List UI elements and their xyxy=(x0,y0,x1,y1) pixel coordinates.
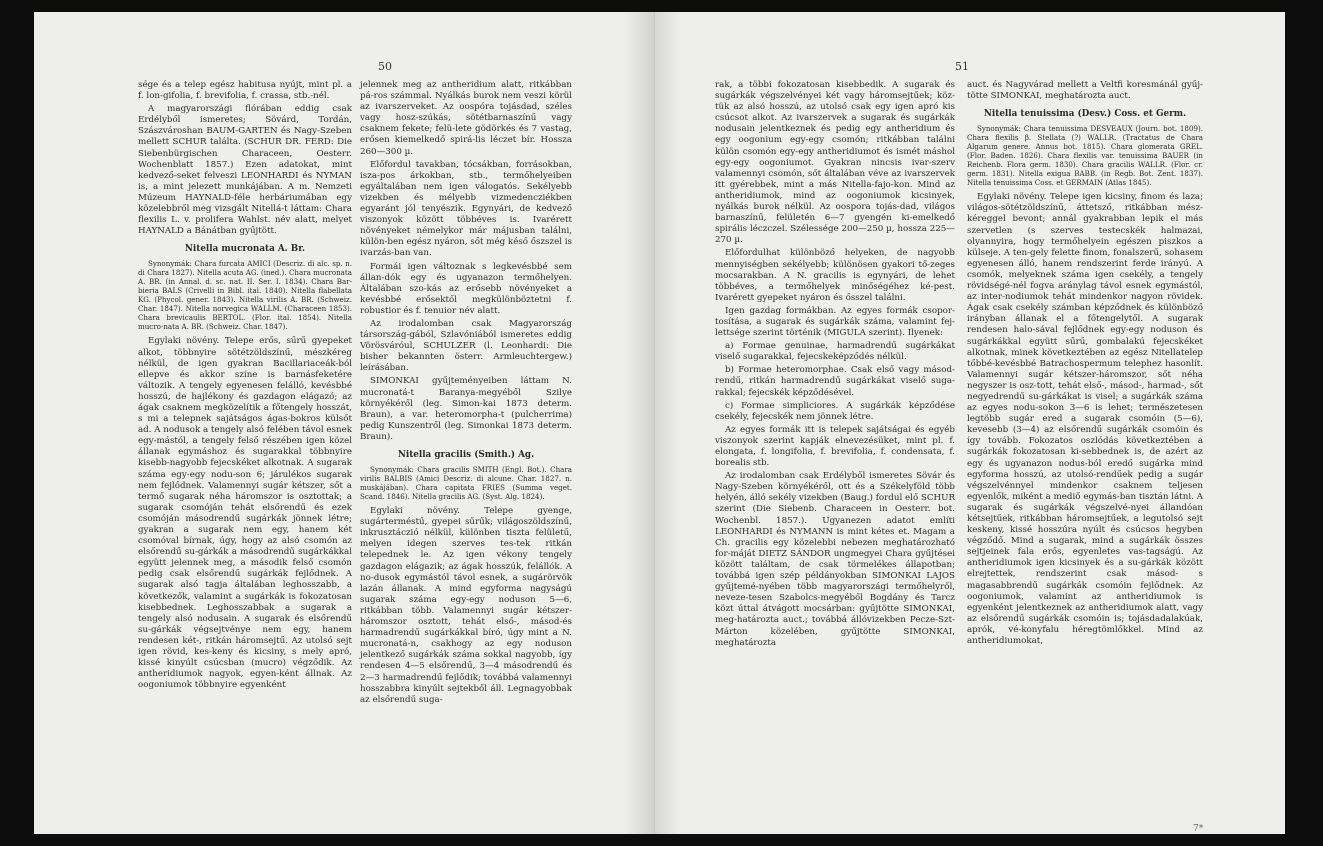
synonyms-block: Synonymák: Chara gracilis SMITH (Engl. Bot.). Chara virilis BALBIS (Amici Descriz. di alcune. Char. 1827. n. muskájában). Chara capitata FRIES (Summa veget. Scand. 1846). Nitella gracilis AG. (Syst. Alg. 1824). xyxy=(360,465,572,502)
synonyms-block: Synonymák: Chara tenuissima DESVEAUX (Journ. bot. 1809). Chara flexilis β. Stellata (?) WALLR. (Tractatus de Chara Algarum genere. Annus bot. 1815). Chara glomerata GREL. (Flor. Baden. 1826). Chara flexilis var. tenuissima BAUER (in Reichenb. Flora germ. 1830). Chara gracilis WALLR. (Flor. cr. germ. 1831). Nitella exigua BABB. (in Regb. Bot. Zent. 1837). Nitella tenuissima Coss. et GERMAIN (Atlas 1845). xyxy=(967,124,1203,188)
paragraph: Előfordul tavakban, tócsákban, forrásokban, isza-pos árkokban, stb., termőhelyeiben egyáltalában nem igen válogatós. Sekélyebb vizekben és mélyebb vizmedencziékben egyaránt jól tenyészik. Egynyári, de kedvező viszonyok között többéves is. Ivarérett növényeket némelykor már májusban találni, külön-ben egész nyáron, sőt még késő őszszel is ivarzás-ban van. xyxy=(360,159,572,259)
signature-mark: 7* xyxy=(1193,824,1204,834)
right-page xyxy=(655,12,1285,834)
paragraph: auct. és Nagyvárad mellett a Veltfi koresmánál gyűj-tötte SIMONKAI, meghatározta auct. xyxy=(967,80,1203,102)
page-number-right: 51 xyxy=(955,60,969,73)
paragraph: Egylaki növény. Telepe igen kicsiny, finom és laza; világos-sötétzöldszínű, áttetsző, ritkábban mész-kéreggel bevont; annál gyakrabban lepik el más szervetlen (s szerves testecskék halmazai, olyannyira, hogy termőhelyein egészen piszkos a külseje. A ten-gely felette finom, fonalszerű, sohasem egyenesen álló, hanem rendszerint ferde irányú. A csomók, melyeknek száma igen csekély, a tengely rövidségé-nél fogva aránylag távol esnek egymástól, az inter-nodiumok tehát mindenkor nagyon rövidek. Ágak csak csekély számban képződnek és különböző irányban állanak el a főtengelytől. A sugarak rendesen halo-sával fejlődnek egy-egy noduson és sugárkákkal együtt sűrű, gombalakú fejecskéket alkotnak, minek következtében az egész Nitellatelep tőbbé-kevésbbé Batrachospermum telephez hasonlít. Valamennyi sugár kétszer-háromszor, sőt néha negyszer is osz-tott, tehát első-, másod-, harmad-, sőt negyedrendű su-gárkákat is visel; a sugárkák száma az egyes nodu-sokon 3—6 is lehet; természetesen legtöbb sugár ered a sugarak csomóin (5—6), kevesebb (3—4) az elsőrendű sugárkák csomóin és így tovább. Fokozatos oszlódás következtében a sugárkák fokozatosan ki-sebbednek is, de azért az egy és ugyanazon nodus-ból eredő sugárka mind egyforma hosszú, az utolsó-rendűek pedig a sugár végszelvénnyel mindenkor csaknem teljesen egyenlők, miként a mediő egymás-ban tisztán látni. A sugarak és sugárkák végszelvé-nyei állandóan kétsejtűek, ritkábban háromsejtűek, a legutolsó sejt keskeny, kissé hosszúra nyúlt és csúcsos hegyben végződő. Mind a sugarak, mind a sugárkák összes sejtjeinek fala erős, egyenletes vas-tagságú. Az antheridiumok igen kicsinyek és a su-gárkák között elrejtettek, rendszerint csak másod- s magasabbrendű sugárkák csomóin fejlődnek. Az oogoniumok, valamint az antheridiumok is egyenként jelentkeznek az antheridiumok alatt, vagy az elsőrendű sugárkák csomóin is; tojásdadalakúak, aprók, vé-konyfalu héregtömlőkkel. Mind az antheridiumokat, xyxy=(967,192,1203,647)
paragraph: Egylaki növény. Telepe erős, sűrű gyepeket alkot, többnyire sötétzöldszínű, mészkéreg nélkül, de igen gyakran Bacillariaceák-ból ellepve és akkor színe is barnásfeketére változik. A tengely egyenesen felálló, kevésbbé hosszú, de hajlékony és gazdagon elágazó; az ágak csaknem megközelítik a főtengely hosszát, s mi a telepnek sajátságos ágas-bokros külsőt ad. A nodusok a tengely alsó felében távol esnek egy-mástól, a tengely felső részében igen közel állanak egymáshoz és sugarakkal többnyire kisebb-nagyobb fejecskéket alkotnak. A sugarak száma egy-egy nodu-son 6; járulékos sugarak nem fejlődnek. Valamennyi sugár kétszer, sőt a termő sugarak néha háromszor is osztottak; a sugarak csomóján tehát elsőrendű és ezek csomóján másodrendű sugárkák jönnek létre; gyakran a sugarak nem egy, hanem két csomóval bírnak, úgy, hogy az alsó csomón az elsőrendű su-gárkák a másodrendű sugárkákkal együtt jelennek meg, a második felső csomón pedig csak elsőrendű sugárkák fejlődnek. A sugarak alsó tagja általában leghosszabb, a következők, valamint a sugárkák is fokozatosan kisebbednek. Leghosszabbak a sugarak a tengely alsó nodusain. A sugarak és elsőrendű su-gárkák végsejtvénye nem egy, hanem rendesen két-, ritkán háromsejtű. Az utolsó sejt igen rövid, kes-keny és kicsiny, s mely apró, kissé kinyúlt csúcsban (mucro) végződik. Az antheridiumok nagyok, egyen-ként állnak. Az oogoniumok többnyire egyenként xyxy=(138,336,353,691)
paragraph: SIMONKAI gyűjteményeiben láttam N. mucronatá-t Baranya-megyéből Szilye környékéről (leg. Simon-kai 1873 determ. Braun), a var. heteromorpha-t (pulcherrima) pedig Kunszentről (leg. Simonkai 1873 determ. Braun). xyxy=(360,376,572,442)
paragraph: Egylaki növény. Telepe gyenge, sugárterméstű, gyepei sűrűk; világoszöldszínű, inkrusztáczió nélkül, különben tiszta felületű, melyen idegen szerves tes-tek ritkán telepednek le. Az igen vékony tengely gazdagon elágazik; az ágak hosszúk, felállók. A no-dusok egymástól távol esnek, a sugárörvök lazán állanak. A mind egyforma nagyságú sugarak száma egy-egy noduson 5—6, ritkábban több. Valamennyi sugár kétszer-háromszor osztott, tehát első-, másod-és harmadrendű sugárkákkal bíró, úgy mint a N. mucronatá-n, csakhogy az egy noduson jelentkező sugárkák száma sokkal nagyobb, így rendesen 4—5 elsőrendű, 3—4 másodrendű és 2—3 harmadrendű fejlődik; továbbá valamennyi hosszabbra kinyúlt sejtekből áll. Legnagyobbak az elsőrendű suga- xyxy=(360,506,572,705)
gutter-shadow-right xyxy=(655,12,679,834)
paragraph: b) Formae heteromorphae. Csak első vagy másod-rendű, ritkán harmadrendű sugárkákat viselő suga-rakkal; fejecskék képződésével. xyxy=(715,365,955,398)
synonyms-block: Synonymák: Chara furcata AMICI (Descriz. di alc. sp. n. di Chara 1827). Nitella acuta AG. (ined.). Chara mucronata A. BR. (in Annal. d. sc. nat. II. Ser. I. 1834). Chara Bar-bieria BALS (Crivelli in Bibl. ital. 1840). Nitella flabellata KG. (Phycol. gener. 1843). Nitella virilis A. BR. (Schweiz. Char. 1847). Nitella norvegica WALLM. (Characeen 1853). Chara brevicaulis BERTOL. (Flor. ital. 1854). Nitella mucro-nata A. BR. (Schweiz. Char. 1847). xyxy=(138,259,352,332)
left-page xyxy=(34,12,655,834)
paragraph: Igen gazdag formákban. Az egyes formák csopor-tosítása, a sugarak és sugárkák száma, valamint fej-lettsége szerint történik (MIGULA szerint). Ilyenek: xyxy=(715,305,955,339)
paragraph: sége és a telep egész habitusa nyújt, mint pl. a f. lon-gifolia, f. brevifolia, f. crassa, stb.-nél. xyxy=(138,80,352,102)
paragraph: rak, a többi fokozatosan kisebbedik. A sugarak és sugárkák végszelvényei két vagy háromsejtűek; köz-tük az alsó hosszú, az utolsó csak egy igen apró kis csúcsot alkot. Az ivarszervek a sugarak és sugárkák nodusain jelentkeznek és pedig egy antheridium és egy oogonium egy-egy csomón; ritkábban találni külön csomón egy-egy antheridiumot és ismét máshol egy-egy oogoniumot. Gyakran nincsis ivar-szerv valamennyi csomón, sőt általában véve az ivarszervek itt gyérebbek, mint a más Nitella-fajo-kon. Mind az antheridiumok, mind az oogoniumok kicsinyek, nyálkás burok nélkül. Az oospora tojás-dad, világos barnaszínű, felületén 6—7 gyengén ki-emelkedő spirális léczczel. Szélessége 200—250 µ, hossza 225—270 µ. xyxy=(715,80,955,246)
right-page-column-1 xyxy=(715,80,955,651)
section-heading-nitella-mucronata: Nitella mucronata A. Br. xyxy=(184,244,306,255)
gutter-shadow-left xyxy=(624,12,654,834)
section-heading-nitella-gracilis: Nitella gracilis (Smith.) Ag. xyxy=(397,450,535,460)
left-page-column-1 xyxy=(138,80,352,693)
page-number-left: 50 xyxy=(378,60,392,73)
paragraph: a) Formae genuinae, harmadrendű sugárkákat viselő sugarakkal, fejecskeképződés nélkül. xyxy=(715,341,955,363)
paragraph: A magyarországi flórában eddig csak Erdélyből ismeretes; Sövárd, Tordán, Szászvároshan BAUM-GARTEN és Nagy-Szeben mellett SCHUR találta. (SCHUR DR. FERD: Die Siebenbürgischen Characeen, Oesterr. Wochenblatt 1857.) Ezen adatokat, mint kedvező-seket felveszi LEONHARDI és NYMAN is, a mint jelezett munkájában. A m. Nemzeti Múzeum HAYNALD-féle herbáriumában egy közelebbről meg vizsgált Nitellá-t láttam: Chara flexilis L. v. prolifera Wahlst. név alatt, melyet HAYNALD a Bánátban gyűjtött. xyxy=(138,104,352,237)
section-heading-nitella-tenuissima: Nitella tenuissima (Desv.) Coss. et Germ. xyxy=(983,109,1187,120)
paragraph: c) Formae simpliciores. A sugárkák képződése csekély, fejecskék nem jönnek létre. xyxy=(715,400,955,422)
left-page-column-2 xyxy=(360,80,572,708)
paragraph: Az irodalomban csak Erdélyből ismeretes Sövár és Nagy-Szeben környékéről, ott és a Székelyföld több helyén, álló sekély vizekben (Baug.) fordul elő SCHUR szerint (Die Siebenb. Characeen in Oesterr. bot. Wochenbl. 1857.). Ugyanezen adatot említi LEONHARDI és NYMANN is mint kétes et. Magam a Ch. gracilis egy közelebbi nebezen meghatározható for-máját DIETZ SÁNDOR ungmegyei Chara gyűjtései között találtam, de csak törmelékes állapotban; továbbá igen szép példányokban SIMONKAI LAJOS gyűjtemé-nyében több magyarországi termőhelyről, neveze-tesen Szabolcs-megyéből Bogdány és Tarcz közt úttal átvágott mocsárban: gyűjtötte SIMONKAI, meg-határozta auct.; továbbá állóvizekben Pecze-Szt-Márton közelében, gyűjtötte SIMONKAI, meghatározta xyxy=(715,471,955,648)
paragraph: jelennek meg az antheridium alatt, ritkábban pá-ros számmal. Nyálkás burok nem veszi körül az ivarszerveket. Az oospóra tojásdad, széles vagy hosz-szúkás, sötétbarnaszínű vagy csaknem fekete; felü-lete gödörkés és 7 vastag, erősen kiemelkedő spirá-lis léczet bír. Hossza 260—300 µ. xyxy=(360,80,572,157)
paragraph: Formái igen változnak s legkevésbbé sem állan-dók egy és ugyanazon termőhelyen. Általában szo-kás az erősebb növényeket a kevésbbé erősektől megkülönböztetni f. robustior és f. tenuior név alatt. xyxy=(360,261,572,316)
paragraph: Az irodalomban csak Magyarország társország-gából, Szlavóniából ismeretes eddig Vörösváróul, SCHULZER (l. Leonhardi: Die bisher bekannten österr. Armleuchtergew.) leírásában. xyxy=(360,318,572,374)
paragraph: Előfordulhat különböző helyeken, de nagyobb mennyiségben sekélyebb; különösen gyakori tő-zeges mocsarakban. A N. gracilis is egynyári, de lehet többéves, a termőhelyek minőségéhez ké-pest. Ivarérett gyepeket nyáron és ősszel találni. xyxy=(715,248,955,303)
right-page-column-2 xyxy=(967,80,1203,649)
paragraph: Az egyes formák itt is telepek sajátságai és egyéb viszonyok szerint kapják elnevezésüket, mint pl. f. elongata, f. longifolia, f. brevifolia, f. condensata, f. borealis stb. xyxy=(715,424,955,469)
